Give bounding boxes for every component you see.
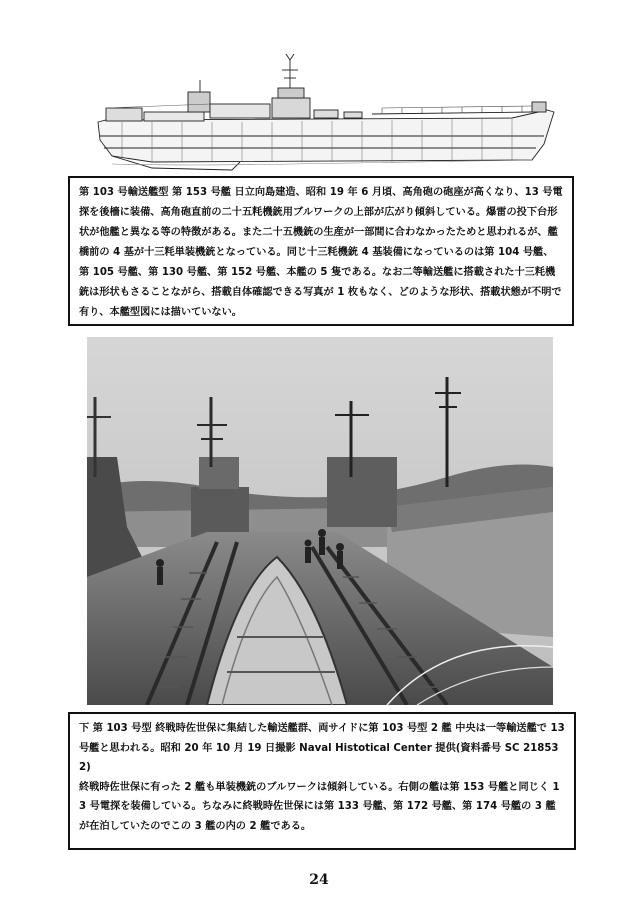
page-number: 24: [309, 872, 329, 888]
caption-bottom-text-2: 終戦時佐世保に有った 2 艦も単装機銃のブルワークは傾斜している。右側の艦は第 153 号艦と同じく 13 号電探を装備している。ちなみに終戦時佐世保には第 133 号艦、第 172 号艦、第 174 号艦の 3 艦が在泊していたのでこの 3 艦の内の 2 艦である。: [79, 781, 560, 832]
caption-box-bottom: [68, 712, 576, 850]
caption-top-text: 第 103 号輸送艦型 第 153 号艦 日立向島建造、昭和 19 年 6 月頃、高角砲の砲座が高くなり、13 号電探を後檣に装備、高角砲直前の二十五粍機銃用ブルワークの上部が広がり傾斜している。爆雷の投下台形状が他艦と異なる等の特徴がある。また二十五機銃の生産が一部間に合わなかったためと思われるが、艦橋前の 4 基が十三粍単装機銃となっている。同じ十三粍機銃 4 基装備になっているのは第 104 号艦、第 105 号艦、第 130 号艦、第 152 号艦、本艦の 5 隻である。なお二等輸送艦に搭載された十三粍機銃は形状もさることながら、搭載自体確認できる写真が 1 枚もなく、どのような形状、搭載状態が不明で有り、本艦型図には描いていない。: [79, 187, 563, 318]
caption-bottom-text-1: 下 第 103 号型 終戦時佐世保に集結した輸送艦群、両サイドに第 103 号型 2 艦 中央は一等輸送艦で 13 号艦と思われる。昭和 20 年 10 月 19 日撮影 Naval Histotical Center 提供(資料番号 SC 218532): [79, 723, 565, 773]
ship-profile-drawing: [92, 52, 562, 177]
caption-box-top: [68, 176, 574, 326]
harbor-photograph: [87, 337, 553, 705]
